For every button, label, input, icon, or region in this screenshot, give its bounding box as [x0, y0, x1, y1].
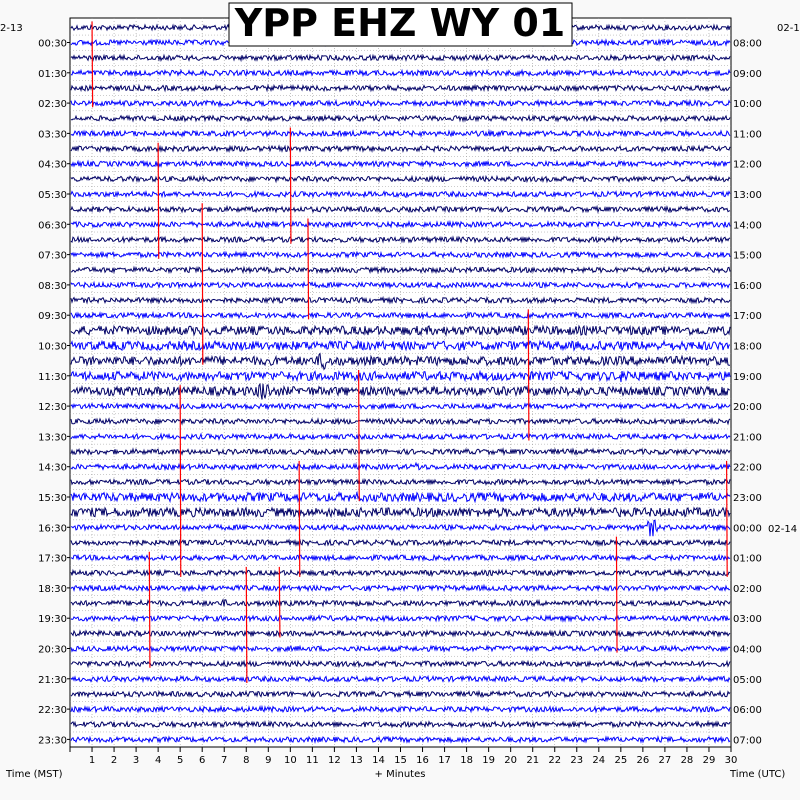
right-date-label-2: 02-14 — [768, 524, 798, 535]
event-marker — [359, 370, 360, 501]
right-date-label: 02-1 — [777, 23, 800, 34]
right-time-label: 21:00 — [733, 432, 762, 444]
right-time-label: 09:00 — [733, 68, 762, 80]
right-time-label: 00:00 — [733, 523, 762, 535]
x-tick-label: 5 — [176, 755, 184, 766]
x-tick-label: 10 — [283, 755, 297, 766]
right-time-label: 16:00 — [733, 280, 762, 292]
x-tick-label: 18 — [460, 755, 473, 766]
left-time-label: 23:30 — [38, 735, 67, 747]
right-time-label: 10:00 — [733, 99, 762, 111]
event-marker — [149, 552, 150, 668]
x-tick-label: 21 — [526, 755, 540, 766]
left-time-label: 22:30 — [38, 705, 67, 717]
left-time-label: 02:30 — [38, 99, 67, 111]
left-time-label: 04:30 — [38, 159, 67, 171]
x-tick-label: 30 — [724, 755, 738, 766]
event-marker — [616, 537, 617, 653]
x-tick-label: 24 — [592, 755, 606, 766]
left-time-axis — [38, 39, 70, 747]
event-marker — [727, 461, 728, 577]
x-tick-label: 28 — [680, 755, 694, 766]
event-marker — [528, 309, 529, 440]
x-tick-label: 19 — [482, 755, 496, 766]
right-time-label: 01:00 — [733, 553, 762, 565]
right-time-label: 14:00 — [733, 220, 762, 232]
x-tick-label: 29 — [702, 755, 716, 766]
left-axis-label: Time (MST) — [6, 769, 63, 780]
x-tick-label: 16 — [416, 755, 429, 766]
x-tick-label: 22 — [548, 755, 562, 766]
event-marker — [290, 128, 291, 244]
right-time-label: 15:00 — [733, 250, 762, 262]
left-time-label: 10:30 — [38, 341, 67, 353]
left-time-label: 08:30 — [38, 280, 67, 292]
left-time-label: 20:30 — [38, 644, 67, 656]
x-tick-label: 17 — [438, 755, 451, 766]
left-time-label: 03:30 — [38, 129, 67, 141]
x-tick-label: 8 — [243, 755, 250, 766]
event-marker — [92, 22, 93, 108]
left-time-label: 19:30 — [38, 614, 67, 626]
x-tick-label: 2 — [110, 755, 118, 766]
chart-title: YPP EHZ WY 01 — [234, 1, 566, 45]
right-time-label: 13:00 — [733, 190, 762, 201]
x-tick-label: 14 — [372, 755, 385, 766]
x-tick-label: 6 — [199, 755, 206, 766]
event-marker — [279, 567, 280, 638]
left-time-label: 15:30 — [38, 493, 67, 504]
right-time-label: 11:00 — [733, 129, 762, 141]
x-tick-label: 15 — [394, 755, 407, 766]
x-tick-label: 13 — [350, 755, 363, 766]
event-marker — [202, 203, 203, 364]
right-time-label: 07:00 — [733, 735, 762, 747]
x-tick-label: 4 — [154, 755, 162, 766]
right-time-axis — [733, 39, 762, 747]
x-axis-ticks — [70, 747, 737, 766]
left-time-label: 21:30 — [38, 674, 67, 686]
x-tick-label: 1 — [88, 755, 96, 766]
right-time-label: 23:00 — [733, 493, 762, 504]
right-time-label: 08:00 — [733, 38, 762, 50]
x-tick-label: 9 — [265, 755, 272, 766]
left-time-label: 12:30 — [38, 402, 67, 414]
event-marker — [308, 218, 309, 319]
event-marker — [180, 385, 181, 577]
x-tick-label: 25 — [614, 755, 628, 766]
left-time-label: 16:30 — [38, 523, 67, 535]
right-time-label: 03:00 — [733, 614, 762, 626]
right-time-label: 12:00 — [733, 159, 762, 171]
event-marker — [246, 567, 247, 683]
right-time-label: 17:00 — [733, 311, 762, 323]
right-axis-label: Time (UTC) — [730, 769, 786, 780]
left-time-label: 05:30 — [38, 190, 67, 201]
right-time-label: 05:00 — [733, 674, 762, 686]
left-time-label: 17:30 — [38, 553, 67, 565]
x-tick-label: 7 — [221, 755, 228, 766]
left-time-label: 14:30 — [38, 462, 67, 474]
right-time-label: 19:00 — [733, 371, 762, 383]
x-tick-label: 11 — [305, 755, 319, 766]
left-time-label: 11:30 — [38, 371, 67, 383]
x-axis-label: + Minutes — [374, 769, 426, 780]
left-time-label: 07:30 — [38, 250, 67, 262]
right-time-label: 18:00 — [733, 341, 762, 353]
x-tick-label: 20 — [504, 755, 518, 766]
left-time-label: 18:30 — [38, 583, 67, 595]
left-time-label: 13:30 — [38, 432, 67, 444]
x-tick-label: 23 — [570, 755, 584, 766]
right-time-label: 02:00 — [733, 583, 762, 595]
x-tick-label: 27 — [658, 755, 672, 766]
right-time-label: 06:00 — [733, 705, 762, 717]
right-time-label: 04:00 — [733, 644, 762, 656]
event-marker — [299, 461, 300, 577]
x-tick-label: 26 — [636, 755, 650, 766]
right-time-label: 22:00 — [733, 462, 762, 474]
left-time-label: 06:30 — [38, 220, 67, 232]
x-tick-label: 12 — [328, 755, 341, 766]
left-date-label: 2-13 — [0, 23, 23, 34]
x-tick-label: 3 — [132, 755, 140, 766]
event-marker — [158, 143, 159, 259]
left-time-label: 09:30 — [38, 311, 67, 323]
right-time-label: 20:00 — [733, 402, 762, 414]
plot-area — [70, 18, 731, 747]
left-time-label: 01:30 — [38, 68, 67, 80]
left-time-label: 00:30 — [38, 38, 67, 50]
